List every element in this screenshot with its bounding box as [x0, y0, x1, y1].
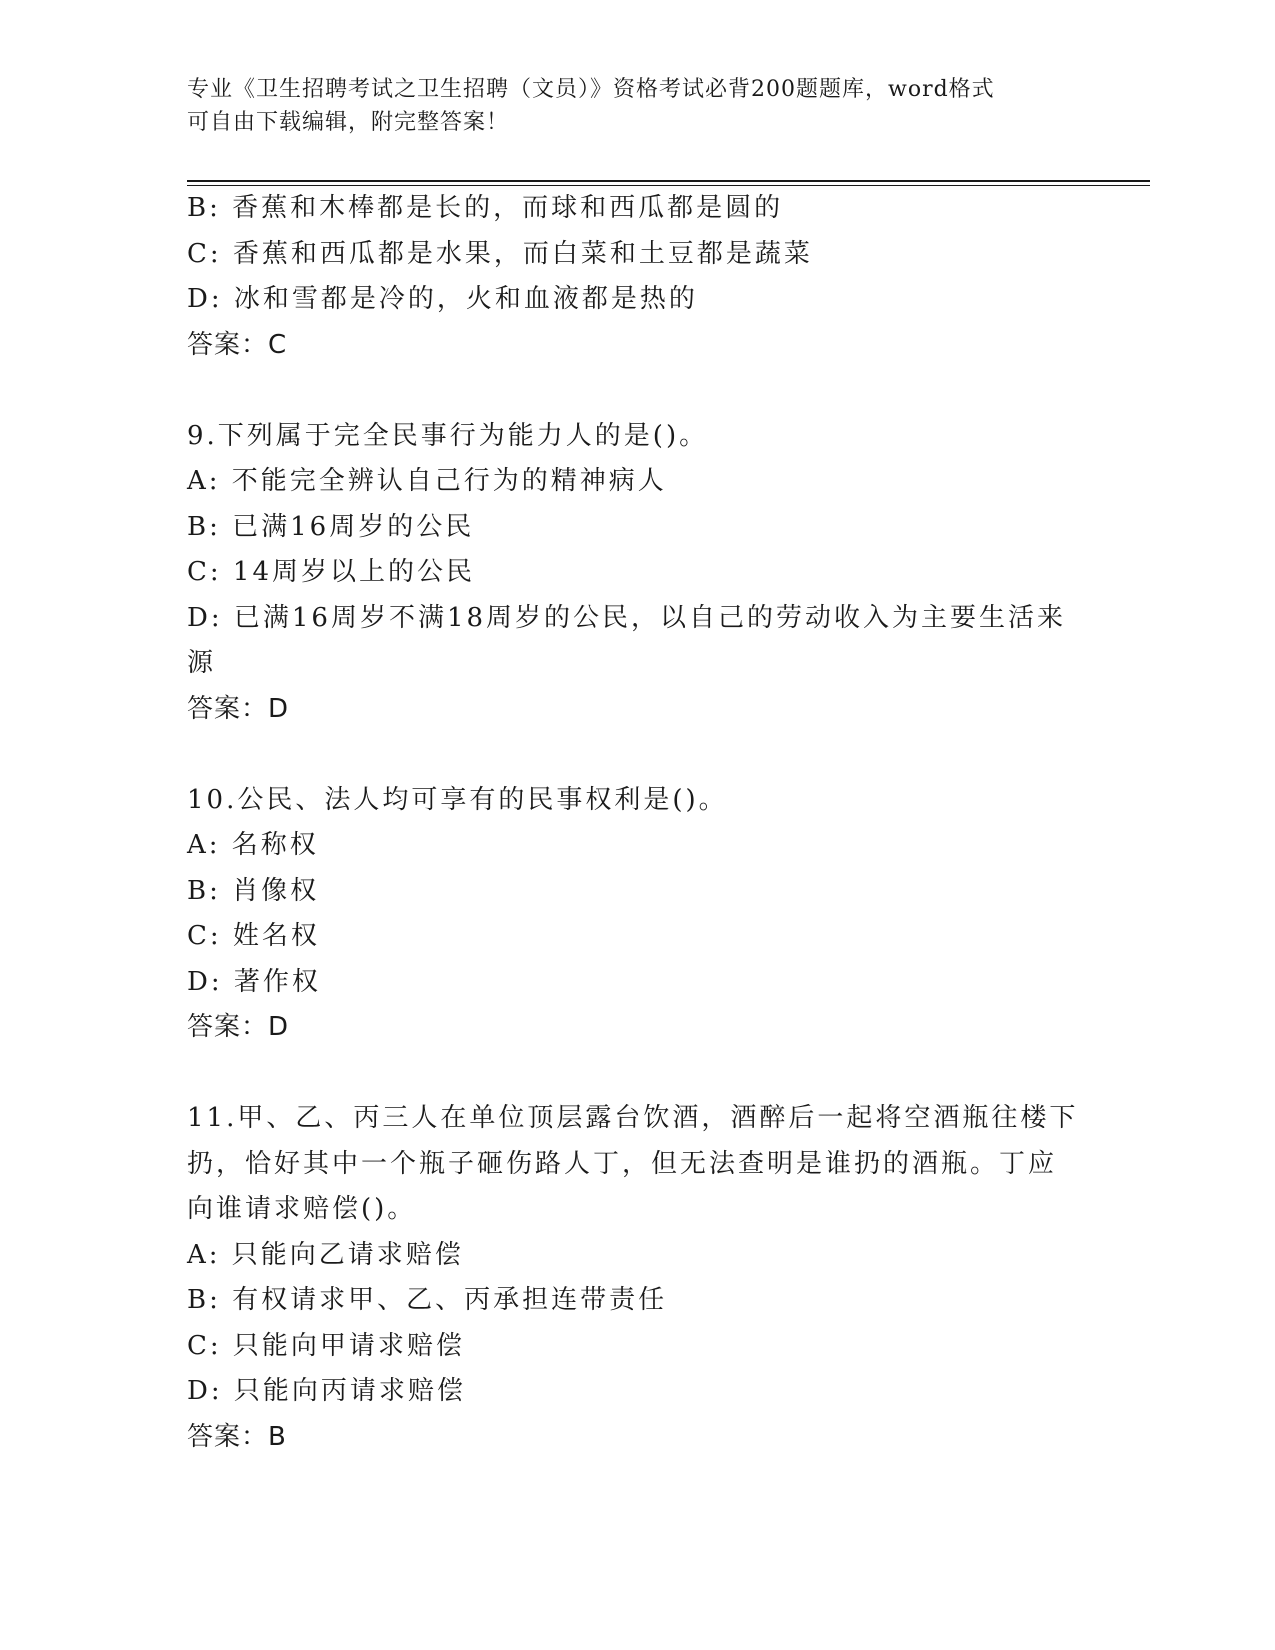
q10-option-a: A: 名称权: [187, 830, 319, 860]
q11-stem-line2: 扔，恰好其中一个瓶子砸伤路人丁，但无法查明是谁扔的酒瓶。丁应: [187, 1148, 1058, 1179]
q9-option-d-line2: 源: [187, 648, 217, 678]
q11-stem-line1: 11.甲、乙、丙三人在单位顶层露台饮酒，酒醉后一起将空酒瓶往楼下: [187, 1103, 1079, 1133]
q11-answer: 答案：B: [187, 1421, 287, 1452]
q10-option-c: C: 姓名权: [187, 921, 320, 951]
question-list: [187, 186, 1087, 1460]
q10-stem: 10.公民、法人均可享有的民事权利是()。: [187, 784, 728, 815]
header-title-line2: 可自由下载编辑，附完整答案！: [187, 110, 510, 135]
header-divider-thick: [187, 180, 1150, 182]
header-title-line1: 专业《卫生招聘考试之卫生招聘（文员）》资格考试必背200题题库，word格式: [187, 77, 995, 102]
q9-option-d-line1: D: 已满16周岁不满18周岁的公民，以自己的劳动收入为主要生活来: [187, 602, 1067, 633]
q11-stem-line3: 向谁请求赔偿()。: [187, 1194, 417, 1224]
spacer: [187, 732, 1087, 778]
q10-option-d: D: 著作权: [187, 966, 321, 997]
q11-option-d: D: 只能向丙请求赔偿: [187, 1376, 466, 1406]
q9-answer: 答案：D: [187, 693, 290, 724]
spacer: [187, 1051, 1087, 1097]
spacer: [187, 368, 1087, 414]
q8-answer: 答案：C: [187, 329, 288, 360]
q9-option-c: C: 14周岁以上的公民: [187, 557, 476, 587]
q8-option-c: C: 香蕉和西瓜都是水果，而白菜和土豆都是蔬菜: [187, 238, 813, 269]
q11-option-c: C: 只能向甲请求赔偿: [187, 1330, 465, 1361]
document-header: [187, 73, 1087, 139]
q10-answer: 答案：D: [187, 1012, 290, 1042]
q11-option-a: A: 只能向乙请求赔偿: [187, 1239, 464, 1270]
q8-option-d: D: 冰和雪都是冷的，火和血液都是热的: [187, 284, 698, 314]
q11-option-b: B: 有权请求甲、乙、丙承担连带责任: [187, 1285, 668, 1315]
q9-option-b: B: 已满16周岁的公民: [187, 511, 475, 542]
q9-stem: 9.下列属于完全民事行为能力人的是()。: [187, 420, 709, 451]
q9-option-a: A: 不能完全辨认自己行为的精神病人: [187, 466, 667, 496]
q8-option-b: B: 香蕉和木棒都是长的，而球和西瓜都是圆的: [187, 193, 784, 223]
q10-option-b: B: 肖像权: [187, 875, 320, 906]
